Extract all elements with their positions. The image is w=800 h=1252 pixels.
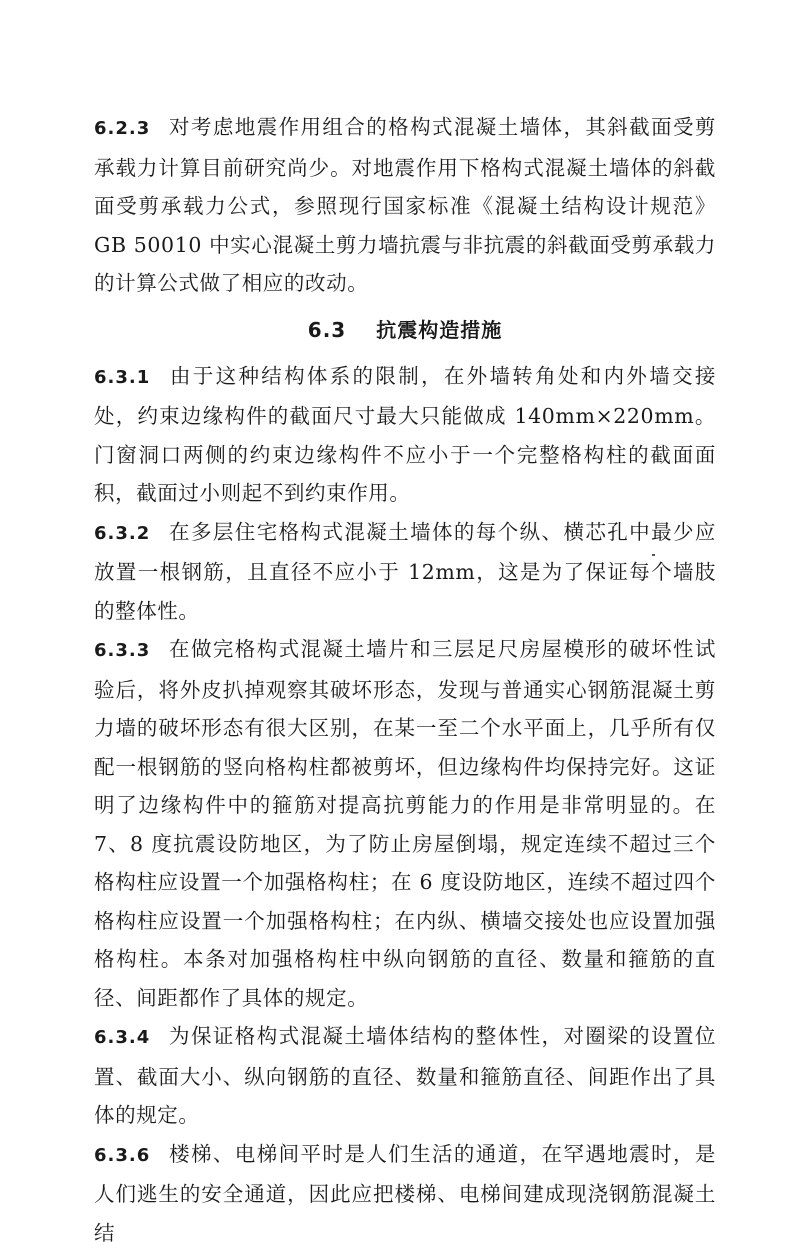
clause-text: 对考虑地震作用组合的格构式混凝土墙体，其斜截面受剪承载力计算目前研究尚少。对地震作用下格构式混凝土墙体的斜截面受剪承载力公式，参照现行国家标准《混凝土结构设计规范》GB 50010 中实心混凝土剪力墙抗震与非抗震的斜截面受剪承载力的计算公式做了相应的改动。 (94, 115, 716, 295)
clause-6-3-6 (94, 1135, 716, 1252)
clause-number: 6.2.3 (94, 118, 150, 139)
clause-text: 楼梯、电梯间平时是人们生活的通道，在罕遇地震时，是人们逃生的安全通道，因此应把楼梯、电梯间建成现浇钢筋混凝土结 (94, 1142, 716, 1245)
clause-text: 为保证格构式混凝土墙体结构的整体性，对圈梁的设置位置、截面大小、纵向钢筋的直径、数量和箍筋直径、间距作出了具体的规定。 (94, 1024, 716, 1127)
clause-text: 在做完格构式混凝土墙片和三层足尺房屋模形的破坏性试验后，将外皮扒掉观察其破坏形态，发现与普通实心钢筋混凝土剪力墙的破坏形态有很大区别，在某一至二个水平面上，几乎所有仅配一根钢筋的竖向格构柱都被剪坏，但边缘构件均保持完好。这证明了边缘构件中的箍筋对提高抗剪能力的作用是非常明显的。在 7、8 度抗震设防地区，为了防止房屋倒塌，规定连续不超过三个格构柱应设置一个加强格构柱；在 6 度设防地区，连续不超过四个格构柱应设置一个加强格构柱；在内纵、横墙交接处也应设置加强格构柱。本条对加强格构柱中纵向钢筋的直径、数量和箍筋的直径、间距都作了具体的规定。 (94, 637, 716, 1010)
clause-6-3-2 (94, 513, 716, 631)
document-page (94, 108, 716, 1252)
clause-number: 6.3.4 (94, 1027, 150, 1048)
section-title: 抗震构造措施 (376, 318, 502, 342)
clause-text: 由于这种结构体系的限制，在外墙转角处和内外墙交接处，约束边缘构件的截面尺寸最大只能做成 140mm×220mm。门窗洞口两侧的约束边缘构件不应小于一个完整格构柱的截面面积，截面过小则起不到约束作用。 (94, 364, 716, 506)
clause-6-3-4 (94, 1017, 716, 1135)
clause-6-2-3 (94, 108, 716, 303)
scan-speck (652, 554, 655, 556)
clause-text: 在多层住宅格构式混凝土墙体的每个纵、横芯孔中最少应放置一根钢筋，且直径不应小于 12mm，这是为了保证每个墙肢的整体性。 (94, 520, 716, 623)
clause-number: 6.3.1 (94, 367, 150, 388)
section-heading (94, 311, 716, 349)
clause-number: 6.3.2 (94, 523, 150, 544)
section-number: 6.3 (308, 318, 346, 342)
clause-6-3-1 (94, 357, 716, 513)
clause-number: 6.3.3 (94, 640, 150, 661)
clause-6-3-3 (94, 630, 716, 1017)
clause-number: 6.3.6 (94, 1145, 150, 1166)
